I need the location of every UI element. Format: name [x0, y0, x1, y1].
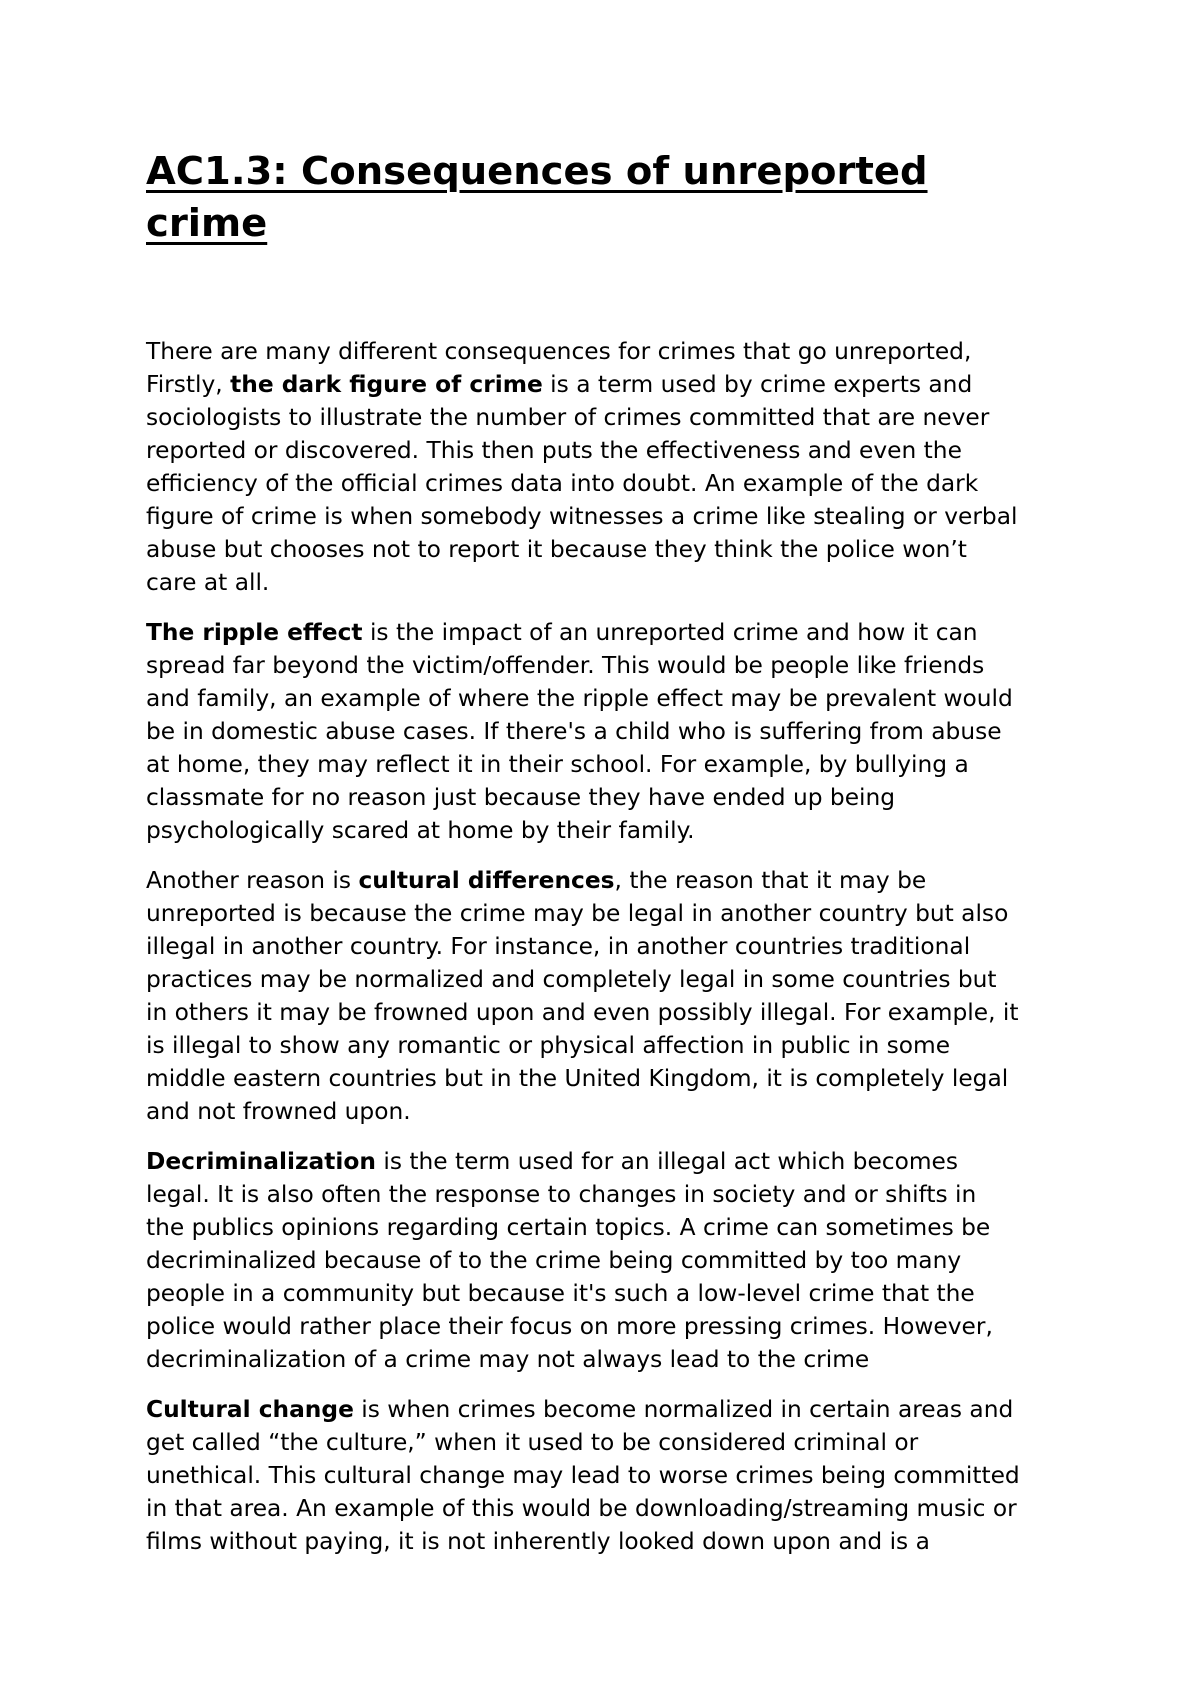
body-paragraph — [146, 1393, 1076, 1558]
bold-term: Decriminalization — [146, 1148, 376, 1175]
text-run: legal. It is also often the response to changes in society and or shifts in — [146, 1181, 977, 1208]
text-run: people in a community but because it's such a low-level crime that the — [146, 1280, 975, 1307]
text-run: films without paying, it is not inherently looked down upon and is a — [146, 1528, 930, 1555]
text-run: and not frowned upon. — [146, 1098, 411, 1125]
text-run: decriminalization of a crime may not always lead to the crime — [146, 1346, 870, 1373]
text-run: is illegal to show any romantic or physical affection in public in some — [146, 1032, 951, 1059]
text-run: decriminalized because of to the crime being committed by too many — [146, 1247, 962, 1274]
text-line — [146, 682, 1076, 715]
text-line — [146, 1211, 1076, 1244]
text-run: be in domestic abuse cases. If there's a child who is suffering from abuse — [146, 718, 1002, 745]
text-line — [146, 963, 1076, 996]
text-run: sociologists to illustrate the number of crimes committed that are never — [146, 404, 990, 431]
text-line — [146, 368, 1076, 401]
text-run: at home, they may reflect it in their school. For example, by bullying a — [146, 751, 969, 778]
text-run: in that area. An example of this would be downloading/streaming music or — [146, 1495, 1017, 1522]
text-line — [146, 1145, 1076, 1178]
text-line — [146, 1095, 1076, 1128]
text-line — [146, 781, 1076, 814]
text-run: the publics opinions regarding certain topics. A crime can sometimes be — [146, 1214, 991, 1241]
text-line — [146, 566, 1076, 599]
text-run: and family, an example of where the ripple effect may be prevalent would — [146, 685, 1013, 712]
text-run: There are many different consequences for crimes that go unreported, — [146, 338, 972, 365]
text-run: is when crimes become normalized in certain areas and — [353, 1396, 1014, 1423]
text-line — [146, 1310, 1076, 1343]
bold-term: The ripple effect — [146, 619, 363, 646]
text-line — [146, 897, 1076, 930]
text-line — [146, 401, 1076, 434]
document-title — [146, 146, 1076, 250]
text-run: police would rather place their focus on more pressing crimes. However, — [146, 1313, 993, 1340]
text-run: abuse but chooses not to report it because they think the police won’t — [146, 536, 967, 563]
text-line — [146, 1426, 1076, 1459]
text-line — [146, 864, 1076, 897]
text-run: spread far beyond the victim/offender. This would be people like friends — [146, 652, 985, 679]
document-body — [146, 335, 1076, 1558]
text-run: figure of crime is when somebody witnesses a crime like stealing or verbal — [146, 503, 1018, 530]
bold-term: Cultural change — [146, 1396, 354, 1423]
text-line — [146, 616, 1076, 649]
text-line — [146, 930, 1076, 963]
text-run: is the term used for an illegal act which becomes — [375, 1148, 959, 1175]
text-line — [146, 814, 1076, 847]
text-run: is the impact of an unreported crime and how it can — [362, 619, 978, 646]
text-line — [146, 335, 1076, 368]
text-run: , the reason that it may be — [614, 867, 927, 894]
text-line — [146, 1244, 1076, 1277]
text-line — [146, 748, 1076, 781]
text-run: middle eastern countries but in the United Kingdom, it is completely legal — [146, 1065, 1009, 1092]
text-run: efficiency of the official crimes data into doubt. An example of the dark — [146, 470, 979, 497]
body-paragraph — [146, 864, 1076, 1128]
text-line — [146, 715, 1076, 748]
title-line: AC1.3: Consequences of unreported — [146, 149, 928, 194]
text-line — [146, 649, 1076, 682]
text-run: Firstly, — [146, 371, 231, 398]
body-paragraph — [146, 335, 1076, 599]
text-run: practices may be normalized and completely legal in some countries but — [146, 966, 997, 993]
text-line — [146, 996, 1076, 1029]
text-run: is a term used by crime experts and — [542, 371, 973, 398]
text-run: psychologically scared at home by their family. — [146, 817, 695, 844]
text-run: unreported is because the crime may be legal in another country but also — [146, 900, 1009, 927]
text-line — [146, 467, 1076, 500]
text-run: in others it may be frowned upon and even possibly illegal. For example, it — [146, 999, 1019, 1026]
text-run: reported or discovered. This then puts the effectiveness and even the — [146, 437, 962, 464]
text-line — [146, 1029, 1076, 1062]
text-line — [146, 1343, 1076, 1376]
text-run: classmate for no reason just because they have ended up being — [146, 784, 896, 811]
text-line — [146, 1393, 1076, 1426]
text-line — [146, 1062, 1076, 1095]
text-line — [146, 533, 1076, 566]
bold-term: the dark figure of crime — [230, 371, 543, 398]
document-page — [146, 146, 1076, 1575]
text-line — [146, 500, 1076, 533]
text-line — [146, 1178, 1076, 1211]
body-paragraph — [146, 1145, 1076, 1376]
body-paragraph — [146, 616, 1076, 847]
text-line — [146, 1525, 1076, 1558]
text-run: Another reason is — [146, 867, 359, 894]
text-line — [146, 1492, 1076, 1525]
text-run: get called “the culture,” when it used to be considered criminal or — [146, 1429, 919, 1456]
title-line: crime — [146, 201, 268, 246]
text-line — [146, 1277, 1076, 1310]
text-run: unethical. This cultural change may lead to worse crimes being committed — [146, 1462, 1020, 1489]
text-run: illegal in another country. For instance, in another countries traditional — [146, 933, 971, 960]
text-line — [146, 434, 1076, 467]
bold-term: cultural differences — [358, 867, 615, 894]
text-line — [146, 1459, 1076, 1492]
text-run: care at all. — [146, 569, 270, 596]
